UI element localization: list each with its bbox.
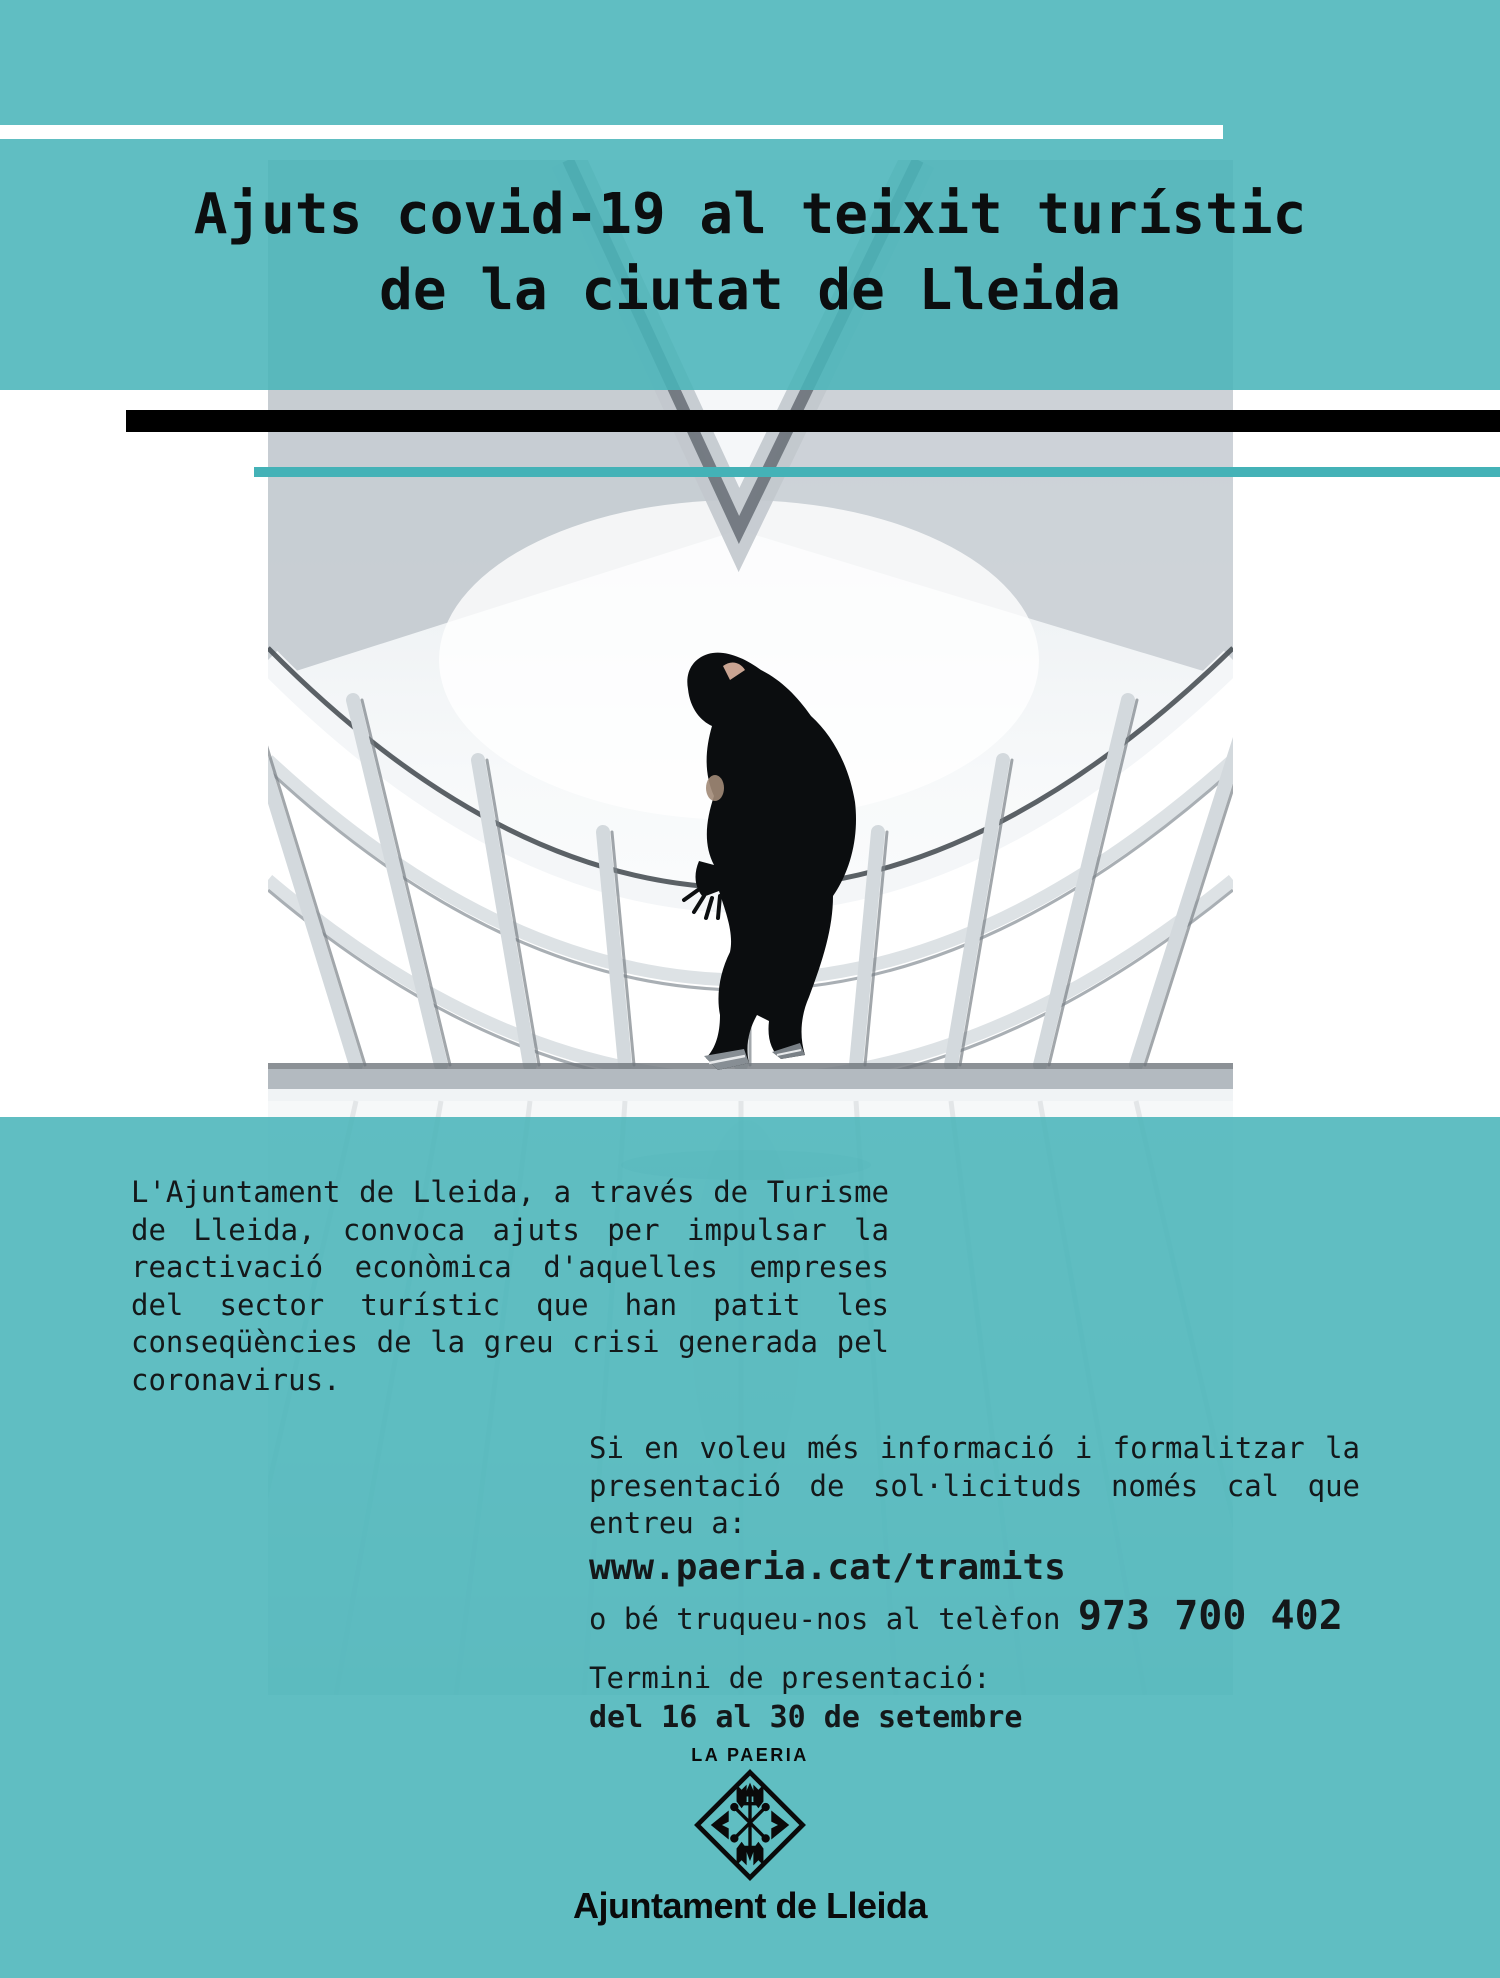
phone-number: 973 700 402 — [1077, 1592, 1343, 1639]
info-line: presentació de sol·licituds només cal que — [589, 1468, 1360, 1503]
black-divider-bar — [126, 410, 1500, 432]
poster-title — [0, 177, 1500, 329]
intro-line: de Lleida, convoca ajuts per impulsar la — [131, 1212, 889, 1247]
deadline-value: del 16 al 30 de setembre — [589, 1700, 1023, 1735]
teal-accent-line — [254, 467, 1500, 477]
info-line: entreu a: — [589, 1506, 747, 1540]
phone-prefix: o bé truqueu-nos al telèfon — [589, 1601, 1078, 1636]
intro-line: coronavirus. — [131, 1362, 341, 1397]
white-strip — [0, 125, 1223, 139]
info-block — [589, 1430, 1360, 1739]
ajuntament-logo — [0, 1745, 1500, 1927]
intro-line: conseqüències de la greu crisi generada pel — [131, 1325, 889, 1359]
window-sill — [268, 1063, 1233, 1101]
title-line-1: Ajuts covid-19 al teixit turístic — [193, 182, 1307, 247]
logo-tagline: LA PAERIA — [691, 1745, 809, 1765]
intro-line: L'Ajuntament de Lleida, a través de Turisme — [131, 1175, 889, 1209]
fur-trim — [706, 775, 724, 801]
phone-line — [589, 1592, 1360, 1644]
paeria-diamond-emblem-icon — [694, 1769, 806, 1881]
logo-name: Ajuntament de Lleida — [572, 1885, 928, 1926]
website-url: www.paeria.cat/tramits — [589, 1546, 1066, 1588]
title-line-2: de la ciutat de Lleida — [379, 258, 1121, 323]
info-line: Si en voleu més informació i formalitzar la — [589, 1431, 1360, 1465]
deadline-label: Termini de presentació: — [589, 1660, 991, 1695]
intro-line: del sector turístic que han patit les — [131, 1287, 889, 1322]
intro-line: reactivació econòmica d'aquelles empreses — [131, 1250, 889, 1284]
intro-paragraph — [131, 1174, 889, 1399]
